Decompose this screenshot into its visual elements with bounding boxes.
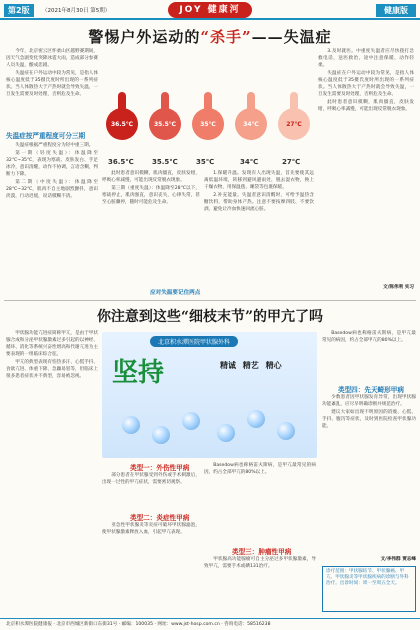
- paragraph: 少数患者因甲状腺发育异常，出现甲状腺功能紊乱，应尽早明确诊断并规范治疗。: [322, 395, 416, 407]
- paragraph: Basedow病也称格雷夫斯病，是甲亢最常见的病因，约占全部甲亢的80%以上。: [204, 463, 316, 475]
- promo-slogan: 坚持: [112, 358, 165, 388]
- cell-graphic: [247, 410, 265, 428]
- clinic-info-box: [322, 566, 416, 612]
- cell-graphic: [277, 422, 295, 440]
- paragraph: 失温症在户外运动中较为常见，是指人体核心温度低于35摄氏度时所出现的一系列症状。当人体散热大于产热时就会导致失温，一旦发生需要及时处理，否则危及生命。: [318, 71, 414, 97]
- section-label: 健康版: [376, 4, 416, 17]
- paragraph: Basedow病也称格雷夫斯病，是甲亢最常见的病因，约占全部甲亢的80%以上。: [322, 331, 416, 343]
- temperature-reading: 35.5℃: [152, 158, 178, 166]
- cell-illustration: [122, 406, 302, 446]
- paragraph: 甲状腺功能亢进症简称甲亢，是由于甲状腺合成和分泌甲状腺激素过多引起的以神经、循环、消化等系统兴奋性增高和代谢亢进为主要表现的一组临床综合征。: [6, 331, 98, 357]
- hospital-promo-image: [102, 332, 317, 458]
- thermometer-bulb: 27℃: [278, 108, 310, 140]
- type-4-subhead: 类型四：先天畸形甲病: [338, 386, 404, 394]
- article-1-right-column: [318, 48, 414, 280]
- type-1-subhead: 类型一：外伤性甲病: [130, 464, 190, 472]
- temperature-reading: 35℃: [196, 158, 215, 166]
- tagline-word: 精诚: [220, 361, 236, 370]
- thermometer: [145, 92, 185, 154]
- page-footer: 北京积水潭医院健康报 · 北京市西城区新街口东街31号 · 邮编：100035 · 网址：www.jst-hosp.com.cn · 咨询电话：58516238: [0, 618, 420, 630]
- paragraph: 第三期（重度失温）：体温降至28℃以下，寒战停止，肌肉强直，意识丧失，心律失常，甚至心脏骤停，随时可能危及生命。: [102, 186, 200, 205]
- thermometer-bulb: 35.5℃: [149, 108, 181, 140]
- paragraph: 今年，北京密云区怀柔山区越野赛期间，因天气急剧变化突降冰雹大雨，造成部分参赛人员失温，酿成悲剧。: [6, 49, 98, 68]
- type-3-text: [204, 556, 316, 612]
- paragraph: 第一期（轻度失温）：体温降至32℃~35℃，表现为寒战、皮肤发白、手足冰冷，意识清醒，动作不协调，言语含糊，判断力下降。: [6, 151, 98, 177]
- cell-graphic: [122, 416, 140, 434]
- article-2-author: 文/李伟群 贾志峰: [380, 557, 416, 562]
- paragraph: 甲亢的典型表现有怕热多汗、心慌手抖、食欲亢进、体重下降、急躁易怒等，但临床上很多患者症状并不典型，容易被忽视。: [6, 360, 98, 379]
- promo-tagline: [220, 360, 286, 371]
- article-2-left-column: [6, 330, 98, 612]
- temperature-reading: 27℃: [282, 158, 301, 166]
- article-1-pull-quote: 应对失温要记住两点: [150, 290, 201, 296]
- paragraph: 1.保暖升温。发现有人出现失温，首先要使其远离低温环境，转移到避风避雨处，脱去湿衣物，换上干燥衣物，用保温毯、睡袋等包裹保暖。: [204, 171, 314, 190]
- type-2-text: [102, 522, 200, 612]
- headline-1-part-a: 警惕户外运动的: [88, 28, 201, 46]
- paragraph: 3.及时就医。中重度失温者应尽快拨打急救电话，送医救治，途中注意保暖、动作轻柔。: [318, 49, 414, 68]
- type-1-text: [102, 472, 200, 510]
- tagline-word: 精心: [265, 361, 282, 370]
- thermometer: [188, 92, 228, 154]
- clinic-info-text: 诊疗范围：甲状腺结节、甲状腺癌、甲亢、甲状腺炎等甲状腺疾病的诊断与外科治疗。出诊时间：周一至周五全天。: [326, 569, 409, 586]
- paragraph: 此时患者意识模糊，肌肉僵直，皮肤发绀，呼吸心率减慢，可能出现反常脱衣现象。: [318, 100, 414, 112]
- paragraph: 失温症根据严重程度分为轻中重三期。: [15, 143, 94, 148]
- thermometer-bulb: 36.5℃: [106, 108, 138, 140]
- thermometer: [231, 92, 271, 154]
- type-2-subhead: 类型二：炎症性甲病: [130, 514, 190, 522]
- paragraph: 第二期（中度失温）：体温降至28℃~32℃，肌肉不自主地剧烈颤抖，意识淡漠，行动迟缓，说话模糊不清。: [6, 180, 98, 199]
- article-1-headline: [0, 26, 420, 47]
- thermometer-bulb: 35℃: [192, 108, 224, 140]
- article-2-headline: 你注意到这些“细枝末节”的甲亢了吗: [96, 309, 324, 325]
- page-number: 第2版: [4, 4, 34, 17]
- paragraph: 此时患者意识模糊，肌肉僵直，皮肤发绀，呼吸心率减慢，可能出现反常脱衣现象。: [102, 171, 200, 183]
- article-1-center-column: [204, 170, 314, 298]
- type-4-text: [322, 394, 416, 554]
- temperature-reading: 36.5℃: [108, 158, 134, 166]
- cell-graphic: [182, 412, 200, 430]
- paragraph: 甲状腺高功能腺瘤可自主分泌过多甲状腺激素，导致甲亢，需要手术或碘131治疗。: [204, 557, 316, 569]
- newspaper-logo: JOY 健康河: [168, 2, 252, 18]
- thermometer: [102, 92, 142, 154]
- thermometer: [274, 92, 314, 154]
- cell-graphic: [152, 426, 170, 444]
- section-divider: [4, 300, 416, 301]
- article-1-author: 文/陈伟利 实习: [383, 285, 414, 290]
- article-1-left-column: [6, 48, 98, 128]
- paragraph: 亚急性甲状腺炎等炎症可破坏甲状腺滤泡，使甲状腺激素释放入血，引起甲亢表现。: [102, 523, 200, 535]
- cell-graphic: [217, 424, 235, 442]
- tagline-word: 精艺: [242, 361, 259, 370]
- promo-org-label: 北京积水潭医院甲状腺外科: [150, 336, 238, 347]
- paragraph: 失温症在户外运动中较为常见，是指人体核心温度低于35摄氏度时所出现的一系列症状。当人体散热大于产热时就会导致失温，一旦发生需要及时处理，否则危及生命。: [6, 71, 98, 97]
- article-1-middle-column: [102, 170, 200, 284]
- headline-1-part-b: ——失温症: [251, 28, 332, 46]
- temperature-reading: 34℃: [240, 158, 259, 166]
- thermometer-illustration: [102, 92, 314, 154]
- headline-1-red: “杀手”: [200, 28, 252, 46]
- article-1-subhead: 失温症按严重程度可分三期: [6, 132, 86, 140]
- thermometer-bulb: 34℃: [235, 108, 267, 140]
- paragraph: 2.补充能量。失温者意识清醒时，可给予温热含糖饮料，帮助身体产热。注意不要按摩四肢、不要饮酒，避免让冷血快速回流心脏。: [204, 193, 314, 212]
- masthead: [0, 0, 420, 24]
- article-2-center-column: [204, 462, 316, 542]
- paragraph: 建议大家如出现不明原因的消瘦、心慌、手抖、腹泻等症状，及时到医院检查甲状腺功能。: [322, 410, 416, 429]
- article-2-right-column: [322, 330, 416, 380]
- issue-date: （2021年8月30日 第5期）: [42, 8, 111, 14]
- paragraph: 部分患者在甲状腺受到外伤或手术刺激后，出现一过性的甲亢症状，需要密切观察。: [102, 473, 200, 485]
- article-1-left-column-2: [6, 142, 98, 302]
- type-3-subhead: 类型三：肿瘤性甲病: [232, 548, 292, 556]
